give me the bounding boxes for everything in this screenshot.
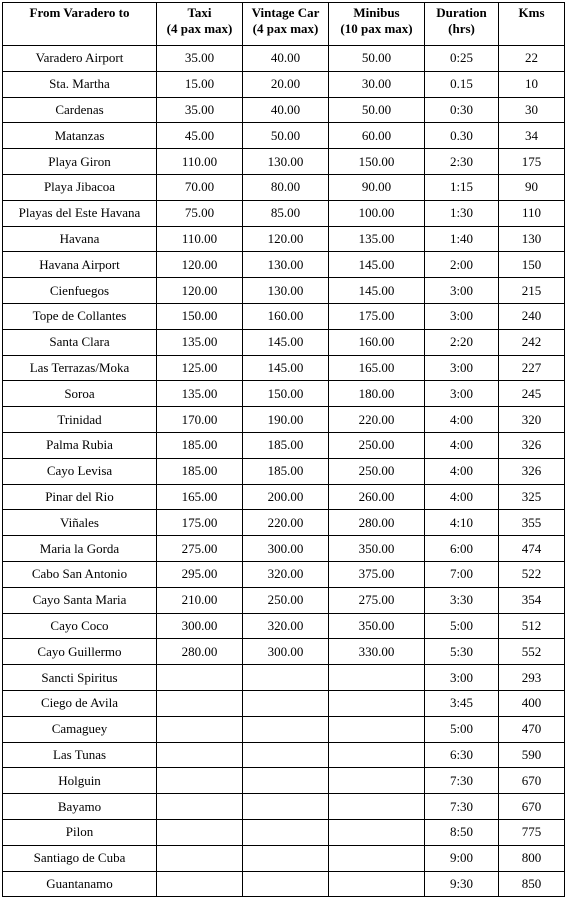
kms-cell: 130 xyxy=(499,226,565,252)
duration-cell: 3:00 xyxy=(425,355,499,381)
destination-cell: Palma Rubia xyxy=(3,432,157,458)
taxi-price-cell: 125.00 xyxy=(157,355,243,381)
destination-cell: Cayo Levisa xyxy=(3,458,157,484)
minibus-price-cell: 60.00 xyxy=(329,123,425,149)
table-row xyxy=(3,303,565,329)
duration-cell: 2:00 xyxy=(425,252,499,278)
destination-cell: Camaguey xyxy=(3,716,157,742)
vintage-car-price-cell: 20.00 xyxy=(243,71,329,97)
taxi-price-cell xyxy=(157,690,243,716)
header-vintage-car xyxy=(243,3,329,46)
duration-cell: 5:00 xyxy=(425,613,499,639)
kms-cell: 325 xyxy=(499,484,565,510)
table-row xyxy=(3,149,565,175)
minibus-price-cell: 100.00 xyxy=(329,200,425,226)
vintage-car-price-cell: 185.00 xyxy=(243,432,329,458)
destination-cell: Bayamo xyxy=(3,794,157,820)
vintage-car-price-cell: 320.00 xyxy=(243,613,329,639)
destination-cell: Viñales xyxy=(3,510,157,536)
destination-cell: Varadero Airport xyxy=(3,46,157,72)
kms-cell: 34 xyxy=(499,123,565,149)
taxi-price-cell: 110.00 xyxy=(157,149,243,175)
header-vintage-car-title: Vintage Car xyxy=(251,5,320,20)
vintage-car-price-cell: 150.00 xyxy=(243,381,329,407)
destination-cell: Las Tunas xyxy=(3,742,157,768)
vintage-car-price-cell xyxy=(243,742,329,768)
minibus-price-cell xyxy=(329,665,425,691)
taxi-price-cell: 295.00 xyxy=(157,561,243,587)
destination-cell: Santiago de Cuba xyxy=(3,845,157,871)
table-row xyxy=(3,536,565,562)
minibus-price-cell: 165.00 xyxy=(329,355,425,381)
duration-cell: 4:00 xyxy=(425,432,499,458)
taxi-price-cell: 70.00 xyxy=(157,174,243,200)
duration-cell: 3:00 xyxy=(425,381,499,407)
duration-cell: 7:30 xyxy=(425,768,499,794)
taxi-price-cell: 185.00 xyxy=(157,432,243,458)
kms-cell: 400 xyxy=(499,690,565,716)
table-row xyxy=(3,871,565,897)
destination-cell: Sancti Spiritus xyxy=(3,665,157,691)
duration-cell: 0.15 xyxy=(425,71,499,97)
vintage-car-price-cell: 50.00 xyxy=(243,123,329,149)
taxi-price-cell: 135.00 xyxy=(157,381,243,407)
vintage-car-price-cell: 145.00 xyxy=(243,329,329,355)
vintage-car-price-cell xyxy=(243,768,329,794)
destination-cell: Playas del Este Havana xyxy=(3,200,157,226)
taxi-price-cell: 300.00 xyxy=(157,613,243,639)
duration-cell: 2:30 xyxy=(425,149,499,175)
duration-cell: 7:30 xyxy=(425,794,499,820)
destination-cell: Pinar del Rio xyxy=(3,484,157,510)
minibus-price-cell: 150.00 xyxy=(329,149,425,175)
destination-cell: Playa Giron xyxy=(3,149,157,175)
minibus-price-cell: 50.00 xyxy=(329,97,425,123)
duration-cell: 7:00 xyxy=(425,561,499,587)
table-row xyxy=(3,355,565,381)
kms-cell: 22 xyxy=(499,46,565,72)
duration-cell: 5:00 xyxy=(425,716,499,742)
vintage-car-price-cell: 145.00 xyxy=(243,355,329,381)
destination-cell: Cienfuegos xyxy=(3,278,157,304)
vintage-car-price-cell xyxy=(243,665,329,691)
vintage-car-price-cell xyxy=(243,716,329,742)
destination-cell: Guantanamo xyxy=(3,871,157,897)
kms-cell: 242 xyxy=(499,329,565,355)
minibus-price-cell xyxy=(329,768,425,794)
destination-cell: Trinidad xyxy=(3,407,157,433)
vintage-car-price-cell: 130.00 xyxy=(243,278,329,304)
duration-cell: 1:15 xyxy=(425,174,499,200)
minibus-price-cell: 330.00 xyxy=(329,639,425,665)
duration-cell: 4:00 xyxy=(425,484,499,510)
minibus-price-cell: 30.00 xyxy=(329,71,425,97)
destination-cell: Cabo San Antonio xyxy=(3,561,157,587)
kms-cell: 30 xyxy=(499,97,565,123)
minibus-price-cell xyxy=(329,794,425,820)
kms-cell: 110 xyxy=(499,200,565,226)
duration-cell: 4:10 xyxy=(425,510,499,536)
minibus-price-cell: 350.00 xyxy=(329,613,425,639)
table-row xyxy=(3,794,565,820)
table-body xyxy=(3,46,565,897)
taxi-price-cell xyxy=(157,768,243,794)
taxi-price-cell xyxy=(157,819,243,845)
kms-cell: 800 xyxy=(499,845,565,871)
table-row xyxy=(3,742,565,768)
vintage-car-price-cell: 80.00 xyxy=(243,174,329,200)
duration-cell: 9:30 xyxy=(425,871,499,897)
vintage-car-price-cell: 130.00 xyxy=(243,252,329,278)
taxi-price-cell: 120.00 xyxy=(157,252,243,278)
kms-cell: 326 xyxy=(499,432,565,458)
vintage-car-price-cell: 320.00 xyxy=(243,561,329,587)
duration-cell: 6:00 xyxy=(425,536,499,562)
duration-cell: 3:00 xyxy=(425,665,499,691)
table-row xyxy=(3,587,565,613)
table-row xyxy=(3,561,565,587)
destination-cell: Holguin xyxy=(3,768,157,794)
minibus-price-cell: 50.00 xyxy=(329,46,425,72)
taxi-price-cell xyxy=(157,871,243,897)
taxi-price-cell xyxy=(157,794,243,820)
duration-cell: 5:30 xyxy=(425,639,499,665)
minibus-price-cell: 145.00 xyxy=(329,252,425,278)
destination-cell: Cayo Coco xyxy=(3,613,157,639)
vintage-car-price-cell: 220.00 xyxy=(243,510,329,536)
header-kms-title: Kms xyxy=(518,5,545,20)
vintage-car-price-cell xyxy=(243,845,329,871)
kms-cell: 474 xyxy=(499,536,565,562)
duration-cell: 4:00 xyxy=(425,407,499,433)
table-row xyxy=(3,123,565,149)
minibus-price-cell: 275.00 xyxy=(329,587,425,613)
header-destination xyxy=(3,3,157,46)
kms-cell: 552 xyxy=(499,639,565,665)
kms-cell: 470 xyxy=(499,716,565,742)
destination-cell: Playa Jibacoa xyxy=(3,174,157,200)
table-row xyxy=(3,46,565,72)
header-taxi-title: Taxi xyxy=(187,5,212,20)
kms-cell: 522 xyxy=(499,561,565,587)
table-row xyxy=(3,845,565,871)
duration-cell: 3:30 xyxy=(425,587,499,613)
duration-cell: 3:00 xyxy=(425,278,499,304)
header-duration xyxy=(425,3,499,46)
taxi-price-cell: 165.00 xyxy=(157,484,243,510)
destination-cell: Pilon xyxy=(3,819,157,845)
taxi-price-cell xyxy=(157,665,243,691)
minibus-price-cell: 160.00 xyxy=(329,329,425,355)
kms-cell: 512 xyxy=(499,613,565,639)
kms-cell: 245 xyxy=(499,381,565,407)
minibus-price-cell: 350.00 xyxy=(329,536,425,562)
destination-cell: Cardenas xyxy=(3,97,157,123)
kms-cell: 175 xyxy=(499,149,565,175)
taxi-price-cell: 275.00 xyxy=(157,536,243,562)
table-row xyxy=(3,200,565,226)
destination-cell: Havana Airport xyxy=(3,252,157,278)
duration-cell: 9:00 xyxy=(425,845,499,871)
minibus-price-cell xyxy=(329,871,425,897)
table-row xyxy=(3,329,565,355)
destination-cell: Cayo Santa Maria xyxy=(3,587,157,613)
vintage-car-price-cell xyxy=(243,819,329,845)
table-row xyxy=(3,484,565,510)
minibus-price-cell xyxy=(329,716,425,742)
minibus-price-cell: 175.00 xyxy=(329,303,425,329)
minibus-price-cell xyxy=(329,690,425,716)
kms-cell: 240 xyxy=(499,303,565,329)
kms-cell: 670 xyxy=(499,794,565,820)
vintage-car-price-cell: 130.00 xyxy=(243,149,329,175)
table-row xyxy=(3,407,565,433)
vintage-car-price-cell: 40.00 xyxy=(243,46,329,72)
kms-cell: 150 xyxy=(499,252,565,278)
kms-cell: 10 xyxy=(499,71,565,97)
taxi-price-cell: 170.00 xyxy=(157,407,243,433)
vintage-car-price-cell: 250.00 xyxy=(243,587,329,613)
header-minibus xyxy=(329,3,425,46)
table-row xyxy=(3,768,565,794)
destination-cell: Maria la Gorda xyxy=(3,536,157,562)
duration-cell: 4:00 xyxy=(425,458,499,484)
minibus-price-cell xyxy=(329,845,425,871)
minibus-price-cell xyxy=(329,742,425,768)
table-row xyxy=(3,819,565,845)
kms-cell: 670 xyxy=(499,768,565,794)
destination-cell: Tope de Collantes xyxy=(3,303,157,329)
minibus-price-cell xyxy=(329,819,425,845)
destination-cell: Santa Clara xyxy=(3,329,157,355)
minibus-price-cell: 375.00 xyxy=(329,561,425,587)
kms-cell: 354 xyxy=(499,587,565,613)
table-row xyxy=(3,639,565,665)
table-row xyxy=(3,97,565,123)
table-row xyxy=(3,174,565,200)
kms-cell: 227 xyxy=(499,355,565,381)
kms-cell: 326 xyxy=(499,458,565,484)
vintage-car-price-cell: 160.00 xyxy=(243,303,329,329)
minibus-price-cell: 250.00 xyxy=(329,458,425,484)
vintage-car-price-cell: 40.00 xyxy=(243,97,329,123)
table-row xyxy=(3,252,565,278)
vintage-car-price-cell: 185.00 xyxy=(243,458,329,484)
kms-cell: 215 xyxy=(499,278,565,304)
table-row xyxy=(3,716,565,742)
duration-cell: 6:30 xyxy=(425,742,499,768)
vintage-car-price-cell xyxy=(243,690,329,716)
header-duration-unit: (hrs) xyxy=(448,21,475,36)
taxi-price-cell: 35.00 xyxy=(157,97,243,123)
taxi-price-cell: 35.00 xyxy=(157,46,243,72)
table-row xyxy=(3,665,565,691)
duration-cell: 1:40 xyxy=(425,226,499,252)
table-row xyxy=(3,71,565,97)
table-row xyxy=(3,278,565,304)
destination-cell: Soroa xyxy=(3,381,157,407)
table-row xyxy=(3,613,565,639)
table-row xyxy=(3,226,565,252)
header-duration-title: Duration xyxy=(436,5,487,20)
duration-cell: 3:45 xyxy=(425,690,499,716)
kms-cell: 590 xyxy=(499,742,565,768)
duration-cell: 1:30 xyxy=(425,200,499,226)
duration-cell: 0:30 xyxy=(425,97,499,123)
taxi-price-cell: 15.00 xyxy=(157,71,243,97)
header-taxi-capacity: (4 pax max) xyxy=(166,21,233,36)
destination-cell: Cayo Guillermo xyxy=(3,639,157,665)
header-taxi xyxy=(157,3,243,46)
kms-cell: 355 xyxy=(499,510,565,536)
vintage-car-price-cell: 190.00 xyxy=(243,407,329,433)
vintage-car-price-cell: 85.00 xyxy=(243,200,329,226)
vintage-car-price-cell: 120.00 xyxy=(243,226,329,252)
vintage-car-price-cell: 300.00 xyxy=(243,639,329,665)
vintage-car-price-cell: 300.00 xyxy=(243,536,329,562)
table-row xyxy=(3,690,565,716)
header-kms xyxy=(499,3,565,46)
table-row xyxy=(3,381,565,407)
taxi-price-cell xyxy=(157,716,243,742)
minibus-price-cell: 250.00 xyxy=(329,432,425,458)
taxi-price-cell: 120.00 xyxy=(157,278,243,304)
destination-cell: Ciego de Avila xyxy=(3,690,157,716)
vintage-car-price-cell: 200.00 xyxy=(243,484,329,510)
minibus-price-cell: 145.00 xyxy=(329,278,425,304)
taxi-price-cell: 150.00 xyxy=(157,303,243,329)
minibus-price-cell: 135.00 xyxy=(329,226,425,252)
taxi-price-cell: 185.00 xyxy=(157,458,243,484)
duration-cell: 3:00 xyxy=(425,303,499,329)
minibus-price-cell: 90.00 xyxy=(329,174,425,200)
table-row xyxy=(3,458,565,484)
taxi-price-cell: 175.00 xyxy=(157,510,243,536)
table-row xyxy=(3,432,565,458)
duration-cell: 0:25 xyxy=(425,46,499,72)
kms-cell: 775 xyxy=(499,819,565,845)
taxi-price-cell: 110.00 xyxy=(157,226,243,252)
header-destination-title: From Varadero to xyxy=(29,5,130,20)
taxi-price-cell xyxy=(157,845,243,871)
kms-cell: 293 xyxy=(499,665,565,691)
destination-cell: Las Terrazas/Moka xyxy=(3,355,157,381)
destination-cell: Sta. Martha xyxy=(3,71,157,97)
duration-cell: 8:50 xyxy=(425,819,499,845)
vintage-car-price-cell xyxy=(243,871,329,897)
taxi-price-cell: 45.00 xyxy=(157,123,243,149)
minibus-price-cell: 180.00 xyxy=(329,381,425,407)
table-row xyxy=(3,510,565,536)
minibus-price-cell: 280.00 xyxy=(329,510,425,536)
kms-cell: 320 xyxy=(499,407,565,433)
taxi-price-cell: 75.00 xyxy=(157,200,243,226)
minibus-price-cell: 260.00 xyxy=(329,484,425,510)
header-row xyxy=(3,3,565,46)
taxi-price-cell xyxy=(157,742,243,768)
taxi-price-cell: 135.00 xyxy=(157,329,243,355)
destination-cell: Havana xyxy=(3,226,157,252)
header-vintage-car-capacity: (4 pax max) xyxy=(252,21,319,36)
header-minibus-title: Minibus xyxy=(353,5,400,20)
vintage-car-price-cell xyxy=(243,794,329,820)
taxi-price-cell: 280.00 xyxy=(157,639,243,665)
duration-cell: 2:20 xyxy=(425,329,499,355)
kms-cell: 850 xyxy=(499,871,565,897)
minibus-price-cell: 220.00 xyxy=(329,407,425,433)
duration-cell: 0.30 xyxy=(425,123,499,149)
destination-cell: Matanzas xyxy=(3,123,157,149)
header-minibus-capacity: (10 pax max) xyxy=(340,21,413,36)
kms-cell: 90 xyxy=(499,174,565,200)
taxi-price-cell: 210.00 xyxy=(157,587,243,613)
transfer-price-table xyxy=(2,2,565,897)
